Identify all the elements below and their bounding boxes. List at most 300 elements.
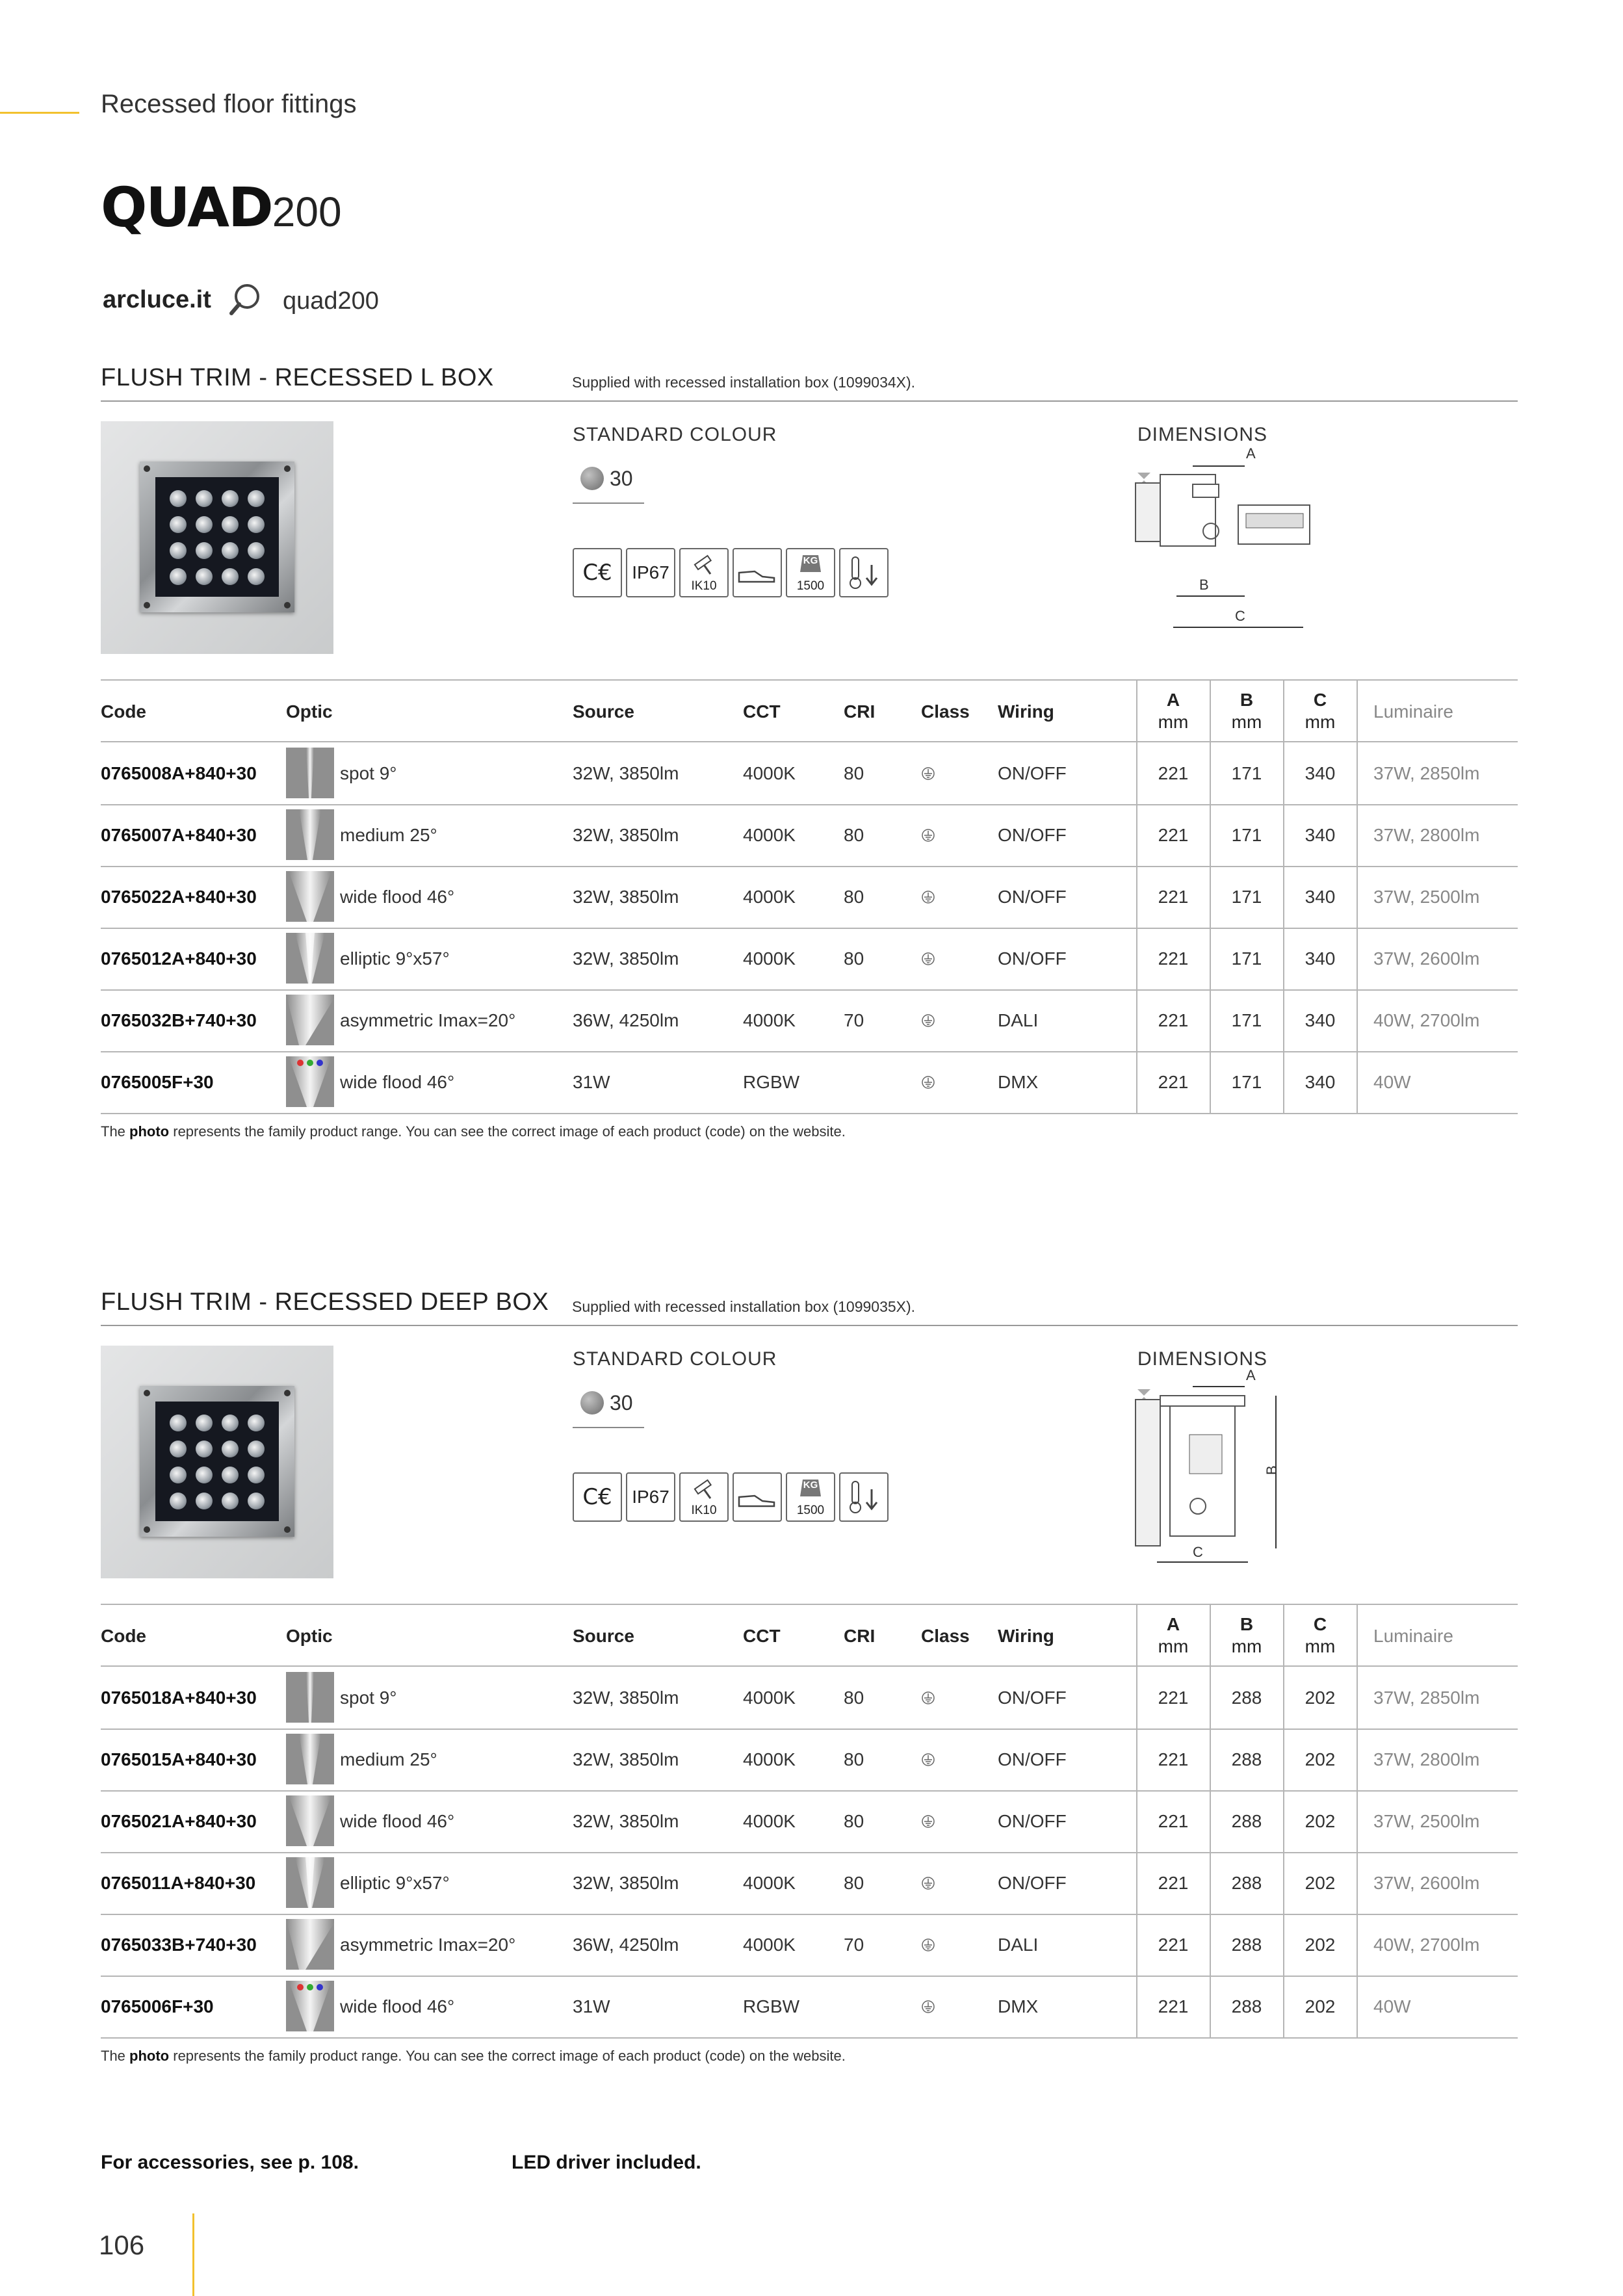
optic-beam-icon: [286, 1857, 334, 1908]
optic-name: wide flood 46°: [340, 1811, 455, 1831]
table-row: [101, 1852, 1518, 1915]
optic-beam-icon: [286, 995, 334, 1045]
dimension-c-value: 202: [1305, 1935, 1336, 1955]
optic-beam-icon: [286, 933, 334, 984]
photo-led: [196, 516, 213, 533]
dim-label-b: B: [1199, 577, 1209, 593]
optic-name: wide flood 46°: [340, 1072, 455, 1092]
product-code: 0765018A+840+30: [101, 1688, 257, 1708]
luminaire-value: 37W, 2600lm: [1373, 948, 1480, 969]
footnote-text-post: represents the family product range. You can see the correct image of each product (code) on the website.: [169, 2048, 846, 2064]
photo-led: [222, 542, 239, 559]
column-header-luminaire: Luminaire: [1373, 1626, 1453, 1646]
dimension-a-value: 221: [1158, 1749, 1189, 1769]
dimension-b-value: 171: [1231, 887, 1262, 907]
column-header-a: A: [1166, 1614, 1180, 1634]
cct-value: 4000K: [743, 1749, 796, 1769]
wiring-value: ON/OFF: [998, 763, 1067, 783]
dimension-b-value: 288: [1231, 1749, 1262, 1769]
wiring-value: DMX: [998, 1996, 1039, 2016]
optic-beam-icon: [286, 1056, 334, 1107]
walkover-shoe-icon: [733, 1472, 782, 1522]
column-header-cct: CCT: [743, 1626, 781, 1646]
photo-led: [248, 1415, 265, 1431]
dimension-a-value: 221: [1158, 825, 1189, 845]
dimension-b-value: 171: [1231, 1010, 1262, 1030]
photo-screw: [144, 602, 150, 608]
dimension-column-divider: [1357, 1604, 1358, 2037]
cri-value: 70: [844, 1935, 864, 1955]
load-value: 1500: [796, 1504, 825, 1517]
dimension-a-value: 221: [1158, 1996, 1189, 2016]
search-icon: [227, 281, 264, 317]
table-row: [101, 1667, 1518, 1730]
photo-led: [170, 568, 187, 585]
photo-screw: [144, 1390, 150, 1396]
load-kg-label: KG: [803, 555, 818, 566]
source-value: 32W, 3850lm: [573, 1873, 679, 1893]
column-header-wiring: Wiring: [998, 1626, 1054, 1646]
cct-value: 4000K: [743, 1935, 796, 1955]
photo-led: [170, 542, 187, 559]
dimension-b-value: 171: [1231, 948, 1262, 969]
ce-mark-text: C€: [582, 1484, 612, 1510]
luminaire-value: 37W, 2500lm: [1373, 1811, 1480, 1831]
product-code: 0765015A+840+30: [101, 1749, 257, 1769]
standard-colour-label: STANDARD COLOUR: [573, 1348, 777, 1370]
dimension-b-value: 171: [1231, 1072, 1262, 1092]
cct-value: RGBW: [743, 1072, 800, 1092]
cri-value: 80: [844, 1873, 864, 1893]
dimension-a-value: 221: [1158, 1072, 1189, 1092]
footnote-text-bold: photo: [129, 2048, 170, 2064]
column-header-code: Code: [101, 1626, 146, 1646]
luminaire-value: 40W: [1373, 1072, 1411, 1092]
cct-value: 4000K: [743, 948, 796, 969]
load-value: 1500: [796, 579, 825, 593]
luminaire-value: 40W, 2700lm: [1373, 1935, 1480, 1955]
column-header-c: C: [1313, 690, 1327, 710]
column-header-class: Class: [921, 701, 970, 722]
dimensions-drawing: [1134, 445, 1342, 644]
table-row: [101, 742, 1518, 805]
column-header-b: B: [1240, 690, 1254, 710]
column-header-b-unit: mm: [1231, 1636, 1262, 1656]
optic-beam-icon: [286, 748, 334, 798]
earth-class-icon: [921, 1011, 935, 1032]
dimension-column-divider: [1283, 1604, 1284, 2037]
optic-name: medium 25°: [340, 1749, 437, 1769]
photo-plate: [140, 1386, 294, 1537]
footnote-text-pre: The: [101, 1123, 130, 1140]
earth-class-icon: [921, 1751, 935, 1771]
walkover-shoe-icon: [733, 548, 782, 597]
dimension-a-value: 221: [1158, 763, 1189, 783]
luminaire-value: 37W, 2600lm: [1373, 1873, 1480, 1893]
table-row: [101, 1051, 1518, 1114]
dimensions-drawing: [1134, 1370, 1342, 1568]
photo-led: [170, 490, 187, 507]
cct-value: 4000K: [743, 1873, 796, 1893]
photo-led: [248, 490, 265, 507]
wiring-value: ON/OFF: [998, 887, 1067, 907]
luminaire-value: 37W, 2800lm: [1373, 1749, 1480, 1769]
cct-value: 4000K: [743, 1688, 796, 1708]
column-header-optic: Optic: [286, 1626, 333, 1646]
table-row: [101, 1729, 1518, 1792]
wiring-value: ON/OFF: [998, 1873, 1067, 1893]
source-value: 31W: [573, 1996, 610, 2016]
photo-led: [170, 1493, 187, 1509]
ce-mark-icon: [573, 1472, 622, 1522]
photo-screw: [144, 1526, 150, 1533]
product-code: 0765006F+30: [101, 1996, 214, 2016]
cri-value: 80: [844, 1749, 864, 1769]
dimension-b-value: 171: [1231, 763, 1262, 783]
category-title: Recessed floor fittings: [101, 90, 357, 118]
product-photo: [101, 1346, 333, 1578]
product-size: 200: [272, 189, 342, 235]
earth-class-icon: [921, 1689, 935, 1710]
dimension-a-value: 221: [1158, 1688, 1189, 1708]
photo-led: [248, 542, 265, 559]
wiring-value: DALI: [998, 1010, 1039, 1030]
load-kg-icon: [786, 548, 835, 597]
table-row: [101, 1790, 1518, 1853]
load-kg-label: KG: [803, 1480, 818, 1491]
section-note: Supplied with recessed installation box (1099035X).: [572, 1298, 916, 1315]
earth-class-icon: [921, 1073, 935, 1094]
header-accent-line: [0, 112, 79, 114]
photo-led: [222, 1467, 239, 1483]
product-code: 0765011A+840+30: [101, 1873, 256, 1893]
dimension-column-divider: [1136, 1604, 1137, 2037]
photo-led: [222, 516, 239, 533]
source-value: 32W, 3850lm: [573, 825, 679, 845]
footnote-text-pre: The: [101, 2048, 130, 2064]
photo-screw: [144, 465, 150, 472]
section-rule: [101, 400, 1518, 402]
photo-led: [222, 1441, 239, 1457]
optic-beam-icon: [286, 1734, 334, 1784]
dimension-c-value: 340: [1305, 825, 1336, 845]
column-header-code: Code: [101, 701, 146, 722]
dimension-c-value: 202: [1305, 1688, 1336, 1708]
photo-led: [248, 1441, 265, 1457]
product-code: 0765008A+840+30: [101, 763, 257, 783]
source-value: 32W, 3850lm: [573, 887, 679, 907]
page-number-accent-line: [192, 2213, 194, 2296]
ip-rating-text: IP67: [632, 562, 669, 582]
photo-led: [248, 516, 265, 533]
product-code: 0765005F+30: [101, 1072, 214, 1092]
photo-screw: [284, 465, 291, 472]
photo-led-panel: [155, 1402, 279, 1521]
table-top-rule: [101, 1604, 1518, 1605]
optic-name: asymmetric Imax=20°: [340, 1010, 516, 1030]
column-header-source: Source: [573, 701, 634, 722]
photo-footnote: [101, 1123, 846, 1140]
optic-beam-icon: [286, 871, 334, 922]
column-header-luminaire: Luminaire: [1373, 701, 1453, 722]
dimension-c-value: 340: [1305, 1010, 1336, 1030]
product-title: [101, 176, 342, 239]
wiring-value: ON/OFF: [998, 825, 1067, 845]
photo-plate: [140, 462, 294, 612]
dimension-a-value: 221: [1158, 1010, 1189, 1030]
search-term: quad200: [283, 287, 379, 315]
section-title: FLUSH TRIM - RECESSED L BOX: [101, 364, 494, 391]
dimension-a-value: 221: [1158, 887, 1189, 907]
photo-led: [248, 1493, 265, 1509]
dimension-b-value: 288: [1231, 1688, 1262, 1708]
wiring-value: ON/OFF: [998, 1688, 1067, 1708]
dimension-column-divider: [1210, 679, 1211, 1113]
cct-value: 4000K: [743, 825, 796, 845]
cct-value: RGBW: [743, 1996, 800, 2016]
ip-rating-icon: [626, 548, 675, 597]
wiring-value: DMX: [998, 1072, 1039, 1092]
dimension-b-value: 288: [1231, 1873, 1262, 1893]
luminaire-value: 40W, 2700lm: [1373, 1010, 1480, 1030]
luminaire-value: 37W, 2800lm: [1373, 825, 1480, 845]
dimension-b-value: 288: [1231, 1811, 1262, 1831]
source-value: 32W, 3850lm: [573, 1811, 679, 1831]
dim-label-a: A: [1246, 445, 1256, 462]
website-link[interactable]: arcluce.it: [103, 286, 211, 313]
table-top-rule: [101, 679, 1518, 681]
colour-swatch: [580, 467, 604, 490]
source-value: 32W, 3850lm: [573, 1688, 679, 1708]
column-header-cct: CCT: [743, 701, 781, 722]
product-name: QUAD: [101, 176, 272, 239]
section-note: Supplied with recessed installation box (1099034X).: [572, 374, 916, 391]
earth-class-icon: [921, 1998, 935, 2018]
dimension-c-value: 202: [1305, 1811, 1336, 1831]
column-header-a-unit: mm: [1158, 1636, 1189, 1656]
dimensions-label: DIMENSIONS: [1137, 424, 1268, 445]
colour-code: 30: [610, 467, 633, 490]
photo-led: [196, 1493, 213, 1509]
optic-name: elliptic 9°x57°: [340, 1873, 450, 1893]
photo-screw: [284, 602, 291, 608]
dim-label-a: A: [1246, 1370, 1256, 1383]
dim-label-c: C: [1193, 1544, 1203, 1560]
photo-led: [222, 490, 239, 507]
earth-class-icon: [921, 764, 935, 785]
earth-class-icon: [921, 888, 935, 909]
luminaire-value: 37W, 2500lm: [1373, 887, 1480, 907]
driver-note: LED driver included.: [512, 2152, 701, 2173]
photo-led: [196, 1467, 213, 1483]
photo-led: [170, 516, 187, 533]
table-row: [101, 1976, 1518, 2039]
column-header-b: B: [1240, 1614, 1254, 1634]
column-header-c-unit: mm: [1305, 712, 1336, 732]
dimension-c-value: 340: [1305, 948, 1336, 969]
earth-class-icon: [921, 950, 935, 971]
temperature-icon: [839, 1472, 889, 1522]
optic-beam-icon: [286, 1919, 334, 1970]
column-header-optic: Optic: [286, 701, 333, 722]
colour-swatch: [580, 1391, 604, 1415]
ce-mark-icon: [573, 548, 622, 597]
column-header-cri: CRI: [844, 701, 876, 722]
dimension-a-value: 221: [1158, 948, 1189, 969]
product-code: 0765012A+840+30: [101, 948, 257, 969]
column-header-c-unit: mm: [1305, 1636, 1336, 1656]
footnote-text-bold: photo: [129, 1123, 170, 1140]
dimensions-label: DIMENSIONS: [1137, 1348, 1268, 1370]
ce-mark-text: C€: [582, 560, 612, 586]
impact-rating-icon: [679, 548, 729, 597]
optic-beam-icon: [286, 1672, 334, 1723]
dimension-b-value: 288: [1231, 1996, 1262, 2016]
colour-rule: [573, 1427, 644, 1428]
dimension-column-divider: [1283, 679, 1284, 1113]
cri-value: 80: [844, 948, 864, 969]
cct-value: 4000K: [743, 1010, 796, 1030]
column-header-a: A: [1166, 690, 1180, 710]
cct-value: 4000K: [743, 1811, 796, 1831]
optic-name: medium 25°: [340, 825, 437, 845]
footnote-text-post: represents the family product range. You can see the correct image of each product (code) on the website.: [169, 1123, 846, 1140]
temperature-icon: [839, 548, 889, 597]
dimension-column-divider: [1136, 679, 1137, 1113]
impact-rating-text: IK10: [691, 1504, 717, 1517]
ip-rating-text: IP67: [632, 1487, 669, 1507]
column-header-b-unit: mm: [1231, 712, 1262, 732]
photo-footnote: [101, 2048, 846, 2065]
optic-beam-icon: [286, 1795, 334, 1846]
product-photo: [101, 421, 333, 654]
wiring-value: ON/OFF: [998, 1749, 1067, 1769]
photo-led: [196, 1441, 213, 1457]
source-value: 31W: [573, 1072, 610, 1092]
cri-value: 80: [844, 1688, 864, 1708]
wiring-value: ON/OFF: [998, 948, 1067, 969]
photo-led: [222, 568, 239, 585]
photo-screw: [284, 1390, 291, 1396]
photo-led: [170, 1415, 187, 1431]
table-row: [101, 804, 1518, 867]
dim-label-c: C: [1235, 608, 1245, 624]
colour-code: 30: [610, 1391, 633, 1415]
source-value: 32W, 3850lm: [573, 948, 679, 969]
standard-colour-label: STANDARD COLOUR: [573, 424, 777, 445]
cri-value: 80: [844, 825, 864, 845]
photo-led-panel: [155, 477, 279, 597]
accessories-note: For accessories, see p. 108.: [101, 2152, 359, 2173]
source-value: 36W, 4250lm: [573, 1010, 679, 1030]
luminaire-value: 37W, 2850lm: [1373, 763, 1480, 783]
table-row: [101, 866, 1518, 929]
table-row: [101, 928, 1518, 991]
photo-screw: [284, 1526, 291, 1533]
optic-beam-icon: [286, 809, 334, 860]
photo-led: [196, 1415, 213, 1431]
photo-led: [170, 1441, 187, 1457]
optic-name: wide flood 46°: [340, 1996, 455, 2016]
product-code: 0765033B+740+30: [101, 1935, 257, 1955]
dimension-a-value: 221: [1158, 1811, 1189, 1831]
dimension-column-divider: [1210, 1604, 1211, 2037]
dimension-c-value: 340: [1305, 887, 1336, 907]
dimension-c-value: 340: [1305, 763, 1336, 783]
optic-name: elliptic 9°x57°: [340, 948, 450, 969]
source-value: 32W, 3850lm: [573, 1749, 679, 1769]
photo-led: [196, 542, 213, 559]
photo-led: [248, 568, 265, 585]
dimension-c-value: 202: [1305, 1996, 1336, 2016]
column-header-source: Source: [573, 1626, 634, 1646]
source-value: 36W, 4250lm: [573, 1935, 679, 1955]
cri-value: 80: [844, 763, 864, 783]
dimension-c-value: 202: [1305, 1873, 1336, 1893]
wiring-value: ON/OFF: [998, 1811, 1067, 1831]
earth-class-icon: [921, 1936, 935, 1957]
product-section: [101, 364, 1518, 1177]
earth-class-icon: [921, 1874, 935, 1895]
column-header-a-unit: mm: [1158, 712, 1189, 732]
earth-class-icon: [921, 826, 935, 847]
colour-rule: [573, 502, 644, 504]
optic-name: spot 9°: [340, 763, 397, 783]
wiring-value: DALI: [998, 1935, 1039, 1955]
optic-name: asymmetric Imax=20°: [340, 1935, 516, 1955]
photo-led: [196, 568, 213, 585]
load-kg-icon: [786, 1472, 835, 1522]
photo-led: [222, 1415, 239, 1431]
photo-led: [248, 1467, 265, 1483]
optic-name: spot 9°: [340, 1688, 397, 1708]
earth-class-icon: [921, 1812, 935, 1833]
ip-rating-icon: [626, 1472, 675, 1522]
dimension-c-value: 340: [1305, 1072, 1336, 1092]
dimension-b-value: 288: [1231, 1935, 1262, 1955]
section-title: FLUSH TRIM - RECESSED DEEP BOX: [101, 1288, 549, 1316]
optic-name: wide flood 46°: [340, 887, 455, 907]
cct-value: 4000K: [743, 763, 796, 783]
page-number: 106: [99, 2230, 145, 2260]
product-code: 0765022A+840+30: [101, 887, 257, 907]
cri-value: 80: [844, 1811, 864, 1831]
luminaire-value: 40W: [1373, 1996, 1411, 2016]
luminaire-value: 37W, 2850lm: [1373, 1688, 1480, 1708]
dimension-a-value: 221: [1158, 1873, 1189, 1893]
photo-led: [196, 490, 213, 507]
table-row: [101, 989, 1518, 1052]
dimension-column-divider: [1357, 679, 1358, 1113]
dim-label-b: B: [1264, 1465, 1280, 1475]
product-code: 0765032B+740+30: [101, 1010, 257, 1030]
product-code: 0765021A+840+30: [101, 1811, 257, 1831]
source-value: 32W, 3850lm: [573, 763, 679, 783]
cri-value: 70: [844, 1010, 864, 1030]
column-header-wiring: Wiring: [998, 701, 1054, 722]
cct-value: 4000K: [743, 887, 796, 907]
section-rule: [101, 1325, 1518, 1326]
table-row: [101, 1914, 1518, 1977]
column-header-cri: CRI: [844, 1626, 876, 1646]
dimension-b-value: 171: [1231, 825, 1262, 845]
photo-led: [170, 1467, 187, 1483]
optic-beam-icon: [286, 1981, 334, 2031]
dimension-c-value: 202: [1305, 1749, 1336, 1769]
impact-rating-icon: [679, 1472, 729, 1522]
column-header-c: C: [1313, 1614, 1327, 1634]
impact-rating-text: IK10: [691, 579, 717, 593]
